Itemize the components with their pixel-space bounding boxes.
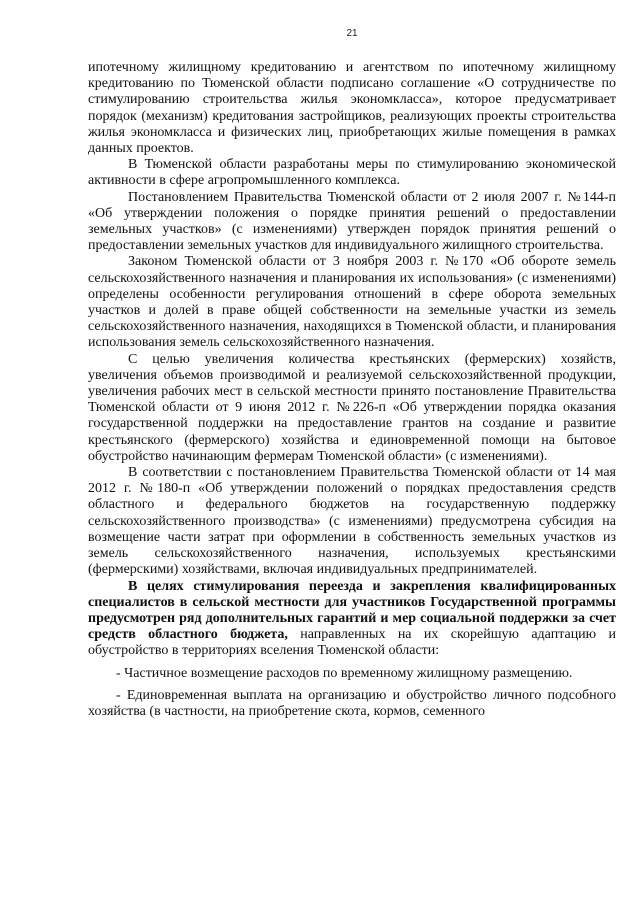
page-number: 21	[346, 28, 358, 39]
paragraph-land-decree: Постановлением Правительства Тюменской области от 2 июля 2007 г. №144-п «Об утверждении положения о порядке принятия решений о предоставлении земельных участков» (с изменениями) утвержден порядок принятия решений о предоставлении земельных участков для индивидуального жилищного строительства.	[88, 189, 616, 254]
list-item-housing: - Частичное возмещение расходов по временному жилищному размещению.	[116, 665, 573, 681]
paragraph-farm-grants: С целью увеличения количества крестьянских (фермерских) хозяйств, увеличения объемов производимой и реализуемой сельскохозяйственной продукции, увеличения рабочих мест в сельской местности принято постановление Правительства Тюменской области от 9 июня 2012 г. №226-п «Об утверждении порядка оказания государственной поддержки на предоставление грантов на создание и развитие крестьянского (фермерского) хозяйства и единовременной помощи на бытовое обустройство начинающим фермерам Тюменской области» (с изменениями).	[88, 351, 616, 464]
paragraph-agro-measures: В Тюменской области разработаны меры по стимулированию экономической активности в сфере агропромышленного комплекса.	[88, 157, 616, 189]
paragraph-specialists	[88, 579, 616, 660]
paragraph-mortgage-agreement: ипотечному жилищному кредитованию и агентством по ипотечному жилищному кредитованию по Тюменской области подписано соглашение «О сотрудничестве по стимулированию строительства жилья экономкласса», которое предусматривает порядок (механизм) кредитования застройщиков, реализующих проекты строительства жилья экономкласса и физических лиц, приобретающих жилые помещения в рамках данных проектов.	[88, 60, 616, 157]
paragraph-specialists-bold: В целях стимулирования переезда и закрепления квалифицированных специалистов в сельской местности для участников Государственной программы предусмотрен ряд дополнительных гарантий и мер социальной поддержки за счет средств областного бюджета,	[88, 578, 616, 643]
paragraph-land-law: Законом Тюменской области от 3 ноября 2003 г. №170 «Об обороте земель сельскохозяйственного назначения и планирования их использования» (с изменениями) определены особенности регулирования отношений в сфере оборота земельных участков и долей в праве общей собственности на земельные участки из земель сельскохозяйственного назначения, находящихся в Тюменской области, и планирования использования земель сельскохозяйственного назначения.	[88, 254, 616, 351]
paragraph-specialists-rest: направленных на их скорейшую адаптацию и обустройство в территориях вселения Тюменской области:	[88, 627, 616, 659]
list-item-payment: - Единовременная выплата на организацию и обустройство личного подсобного хозяйства (в частности, на приобретение скота, кормов, семенного	[88, 687, 616, 719]
paragraph-subsidy: В соответствии с постановлением Правительства Тюменской области от 14 мая 2012 г. №180-п «Об утверждении положений о порядках предоставления средств областного и федерального бюджетов на государственную поддержку сельскохозяйственного производства» (с изменениями) предусмотрена субсидия на возмещение части затрат при оформлении в собственность земельных участков из земель сельскохозяйственного назначения, используемых крестьянскими (фермерскими) хозяйствами, включая индивидуальных предпринимателей.	[88, 465, 616, 578]
